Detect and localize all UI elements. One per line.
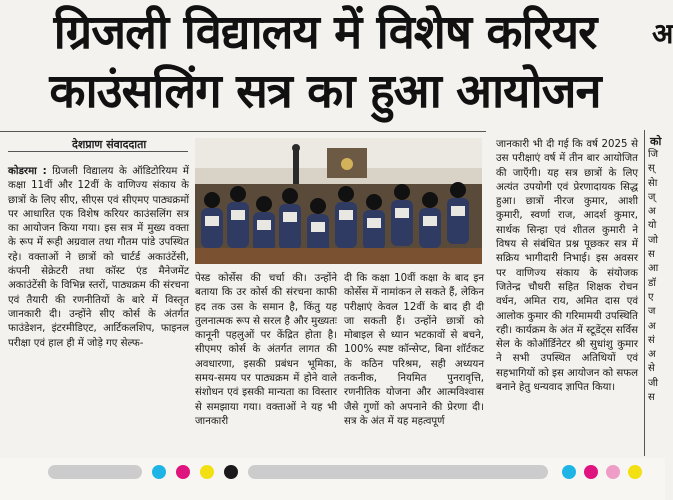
article-column-3 [344,272,484,457]
adjacent-line-fragment: स [648,392,655,404]
adjacent-line-fragment: आ [648,263,659,275]
adjacent-line-fragment: से [648,363,655,375]
yellow-dot [200,465,214,479]
column-4-text: जानकारी भी दी गई कि वर्ष 2025 से उस परीक्षाएं वर्ष में तीन बार आयोजित की जाएँगी। यह सत्र छात्रों के लिए अत्यंत उपयोगी एवं प्रेरणादायक सिद्ध हुआ। छात्रों नीरज कुमार, आशी कुमारी, स्वर्णा राज, आदर्श कुमार, सार्थक सिन्हा एवं शीतल कुमारी ने विषय से संबंधित प्रश्न पूछकर सत्र में सक्रिय भागीदारी निभाई। इस अवसर पर वाणिज्य संकाय के संयोजक जितेन्द्र चौधरी सहित शिक्षक रोचन वर्धन, अमित राय, अमित दास एवं आलोक कुमार की गरिमामयी उपस्थिति रही। कार्यक्रम के अंत में स्टूडेंट्स सर्विस सेल के कोऑर्डिनेटर श्री सुधांशु कुमार ने सभी उपस्थित अतिथियों एवं सहभागियों को इस आयोजन को सफल बनाने हेतु धन्यवाद ज्ञापित किया। [496,139,638,394]
auditorium-photo-icon [195,138,482,264]
registration-pill-center [248,465,548,479]
adjacent-headline-fragment: अ [652,17,673,50]
column-2-text: पेस्ड कोर्सेस की चर्चा की। उन्होंने बताया कि उर कोर्स की संरचना काफी हद तक उस के समान है, किंतु यह तुलनात्मक रूप से सरल है और मुख्यतः कानूनी पहलुओं पर केंद्रित होता है। सीएमए कोर्स के अंतर्गत लागत की अवधारणा, इसकी प्रबंधन भूमिका, समय-समय पर पाठ्यक्रम में होने वाले संशोधन एवं इसकी मान्यता का विस्तार से समझाया गया। वक्ताओं ने यह भी जानकारी [195,273,337,427]
adjacent-line-fragment: स् [648,163,655,175]
headline-line-2: काउंसलिंग सत्र का हुआ आयोजन [49,64,601,119]
adjacent-line-fragment: सेा [648,177,658,189]
black-dot [224,465,238,479]
adjacent-line-fragment: ज [648,306,656,318]
cyan-dot-right [562,465,576,479]
adjacent-line-fragment: सं [648,334,655,346]
magenta-dot-right [584,465,598,479]
adjacent-line-fragment: ए [648,291,654,303]
headline-rule [0,131,486,132]
column-divider [644,130,645,456]
adjacent-line-fragment: डॉ [648,277,656,289]
article-column-2 [195,272,337,457]
byline: देशप्राण संवाददाता [72,138,147,151]
registration-pill-left [48,465,142,479]
adjacent-line-fragment: यो [648,220,657,232]
column-3-text: दी कि कक्षा 10वीं कक्षा के बाद इन कोर्सेस में नामांकन ले सकते हैं, लेकिन परीक्षाएं केवल 12वीं के बाद ही दी जा सकती हैं। उन्होंने छात्रों को मोबाइल से ध्यान भटकावों से बचने, 100% स्पष्ट कॉन्सेप्ट, बिना शॉर्टकट के कठिन परिश्रम, सही अध्ययन तकनीक, नियमित पुनरावृत्ति, रणनीतिक योजना और आत्मविश्वास जैसे गुणों को अपनाने की प्रेरणा दी। सत्र के अंत में यह महत्वपूर्ण [344,273,484,427]
article-column-4 [496,138,638,457]
adjacent-byline-fragment: को [650,135,662,148]
headline-line-1: ग्रिजली विद्यालय में विशेष करियर [53,5,597,60]
adjacent-line-fragment: जि [648,149,659,160]
byline-rule [8,151,188,152]
column-1-text: ग्रिजली विद्यालय के ऑडिटोरियम में कक्षा 11वीं और 12वीं के वाणिज्य संकाय के छात्रों के लिए सीए, सीएस एवं सीएमए पाठ्यक्रमों पर आधारित एक विशेष करियर काउंसलिंग सत्र का आयोजन किया गया। इस सत्र में मुख्य वक्ता के रूप में रूही अग्रवाल तथा गौतम पांडे उपस्थित रहे। वक्ताओं ने छात्रों को चार्टर्ड अकाउंटेंसी, कंपनी सेक्रेटरी तथा कॉस्ट एंड मैनेजमेंट अकाउंटेंसी के विभिन्न स्तरों, पाठ्यक्रम की संरचना एवं तैयारी की रणनीतियों के बारे में विस्तृत जानकारी दी। उन्होंने सीए कोर्स के अंतर्गत फाउंडेशन, इंटरमीडिएट, आर्टिकलशिप, फाइनल परीक्षा एवं हाल ही में जोड़े गए सेल्फ- [8,166,189,349]
adjacent-column-fragment [648,148,665,405]
yellow-dot-right [628,465,642,479]
magenta-dot [176,465,190,479]
adjacent-line-fragment: अ [648,349,656,361]
adjacent-line-fragment: अ [648,320,656,332]
auditorium-photo [195,138,482,264]
adjacent-line-fragment: जी [648,377,659,389]
article-column-1 [8,165,189,457]
adjacent-line-fragment: जो [648,234,659,246]
cyan-dot [152,465,166,479]
dateline: कोडरमा : [8,166,47,177]
pink-dot-right [606,465,620,479]
adjacent-line-fragment: ज् [648,191,656,203]
adjacent-line-fragment: अ [648,206,656,218]
adjacent-line-fragment: स [648,249,655,261]
